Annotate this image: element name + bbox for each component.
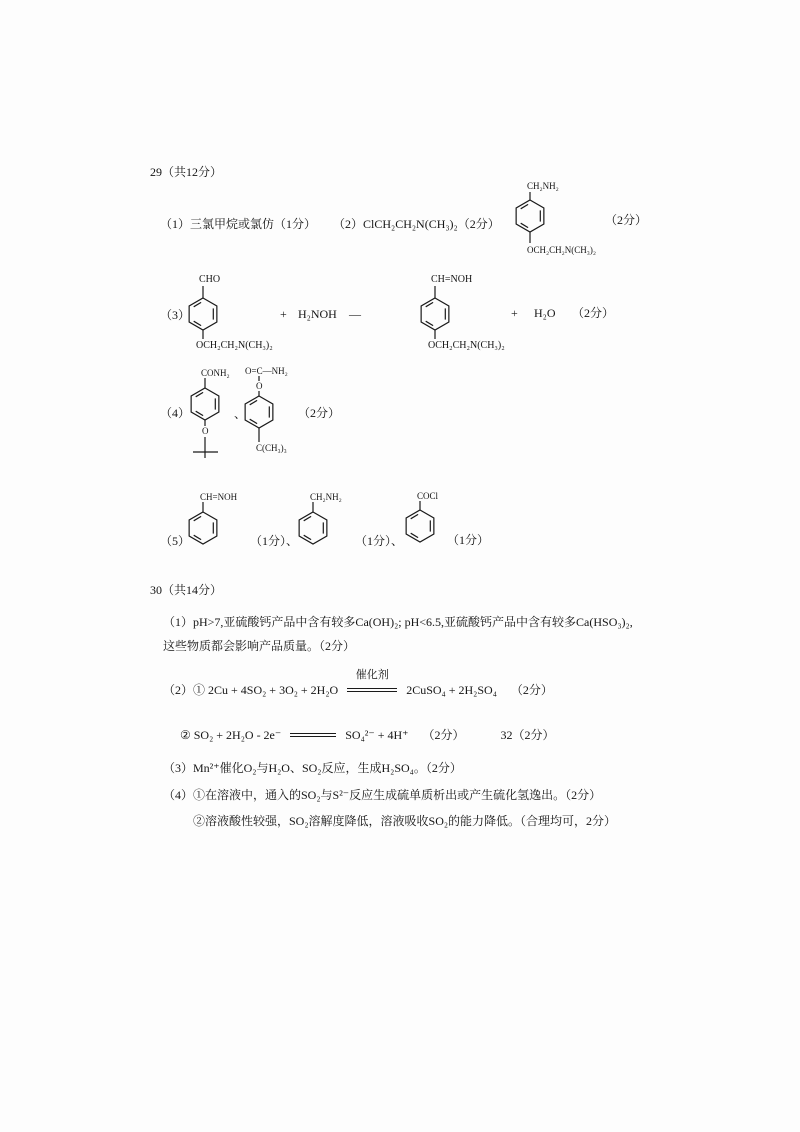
byproduct-formula: H₂O [534,306,556,320]
equation-2-left: ② SO₂ + 2H₂O - 2e⁻ [180,728,282,742]
benzene-ring [406,510,434,542]
q29-part1-answer: （1）三氯甲烷或氯仿（1分） [160,217,317,231]
benzene-ring [516,200,544,232]
product-label-top: CH=NOH [431,274,473,285]
benzene-ring [299,512,327,544]
structure1-label-top: CONH₂ [201,368,230,378]
item3-label-top: COCl [417,491,439,501]
q29-part4-label: （4） [160,406,191,420]
plus-sign: + [511,306,518,320]
q30-part1-line2: 这些物质都会影响产品质量。（2分） [163,639,356,653]
double-line-arrow [290,728,336,742]
q29-part4-score: （2分） [298,406,341,420]
structure2-oxygen-label: O [256,381,263,391]
item2-score: （1分）、 [355,534,404,548]
q30-part1-line1: （1）pH>7,亚硫酸钙产品中含有较多Ca(OH)₂; pH<6.5,亚硫酸钙产品中含有较多Ca(HSO₃)₂, [163,615,633,629]
item3-score: （1分） [447,533,490,547]
reagent-formula: H₂NOH [298,307,337,321]
plus-sign: + [280,307,287,321]
product-label-bottom: OCH₂CH₂N(CH₃)₂ [428,340,505,351]
catalyst-condition: 催化剂 [355,669,389,681]
benzene-ring [245,396,273,428]
reactant-label-bottom: OCH₂CH₂N(CH₃)₂ [196,340,273,351]
item1-label-top: CH=NOH [200,492,238,502]
q29-part5-label: （5） [160,534,191,548]
substituent-label-bottom: OCH₂CH₂N(CH₃)₂ [527,245,597,255]
equation-1-products: 2CuSO₄ + 2H₂SO₄ [406,683,497,697]
structure2-label-top: O=C—NH₂ [245,366,288,376]
separator: 、 [234,407,247,421]
substituent-label-top: CH₂NH₂ [527,181,559,191]
q29-heading: 29（共12分） [150,165,223,179]
equation-2-score: （2分） [422,728,465,742]
item2-label-top: CH₂NH₂ [310,492,342,502]
equation-2-extra-answer: 32（2分） [500,728,555,742]
q30-heading: 30（共14分） [150,583,223,597]
benzene-ring [189,298,217,330]
item1-score: （1分）、 [250,534,299,548]
q30-part4-answer-a: （4）①在溶液中，通入的SO₂与S²⁻反应生成硫单质析出或产生硫化氢逸出。（2分） [163,788,602,802]
q30-part3-answer: （3）Mn²⁺催化O₂与H₂O、SO₂反应，生成H₂SO₄。（2分） [163,761,462,775]
equation-2 [180,728,555,742]
equation-1-score: （2分） [510,683,553,697]
structure2-label-bottom: C(CH₃)₃ [256,443,287,453]
benzene-ring [189,512,217,544]
equation-2-right: SO₄²⁻ + 4H⁺ [345,728,409,742]
equation-1-arrow [347,669,397,697]
q30-part4-answer-b: ②溶液酸性较强，SO₂溶解度降低，溶液吸收SO₂的能力降低。（合理均可，2分） [193,814,617,828]
equation-1-reactants: （2）① 2Cu + 4SO₂ + 3O₂ + 2H₂O [163,683,339,697]
structure1-oxygen-label: O [202,426,209,436]
q29-part3-score: （2分） [572,306,615,320]
double-line-arrow [347,683,397,697]
q29-part3-label: （3） [160,308,191,322]
equation-2-arrow [290,728,336,742]
benzene-ring [191,388,219,420]
q29-part2-answer: （2）ClCH₂CH₂N(CH₃)₂（2分） [333,217,500,231]
equation-1 [163,669,553,697]
benzene-ring [421,298,449,330]
reaction-arrow: — [349,307,361,321]
q29-part2-structure-score: （2分） [605,213,648,227]
reactant-label-top: CHO [199,274,221,285]
